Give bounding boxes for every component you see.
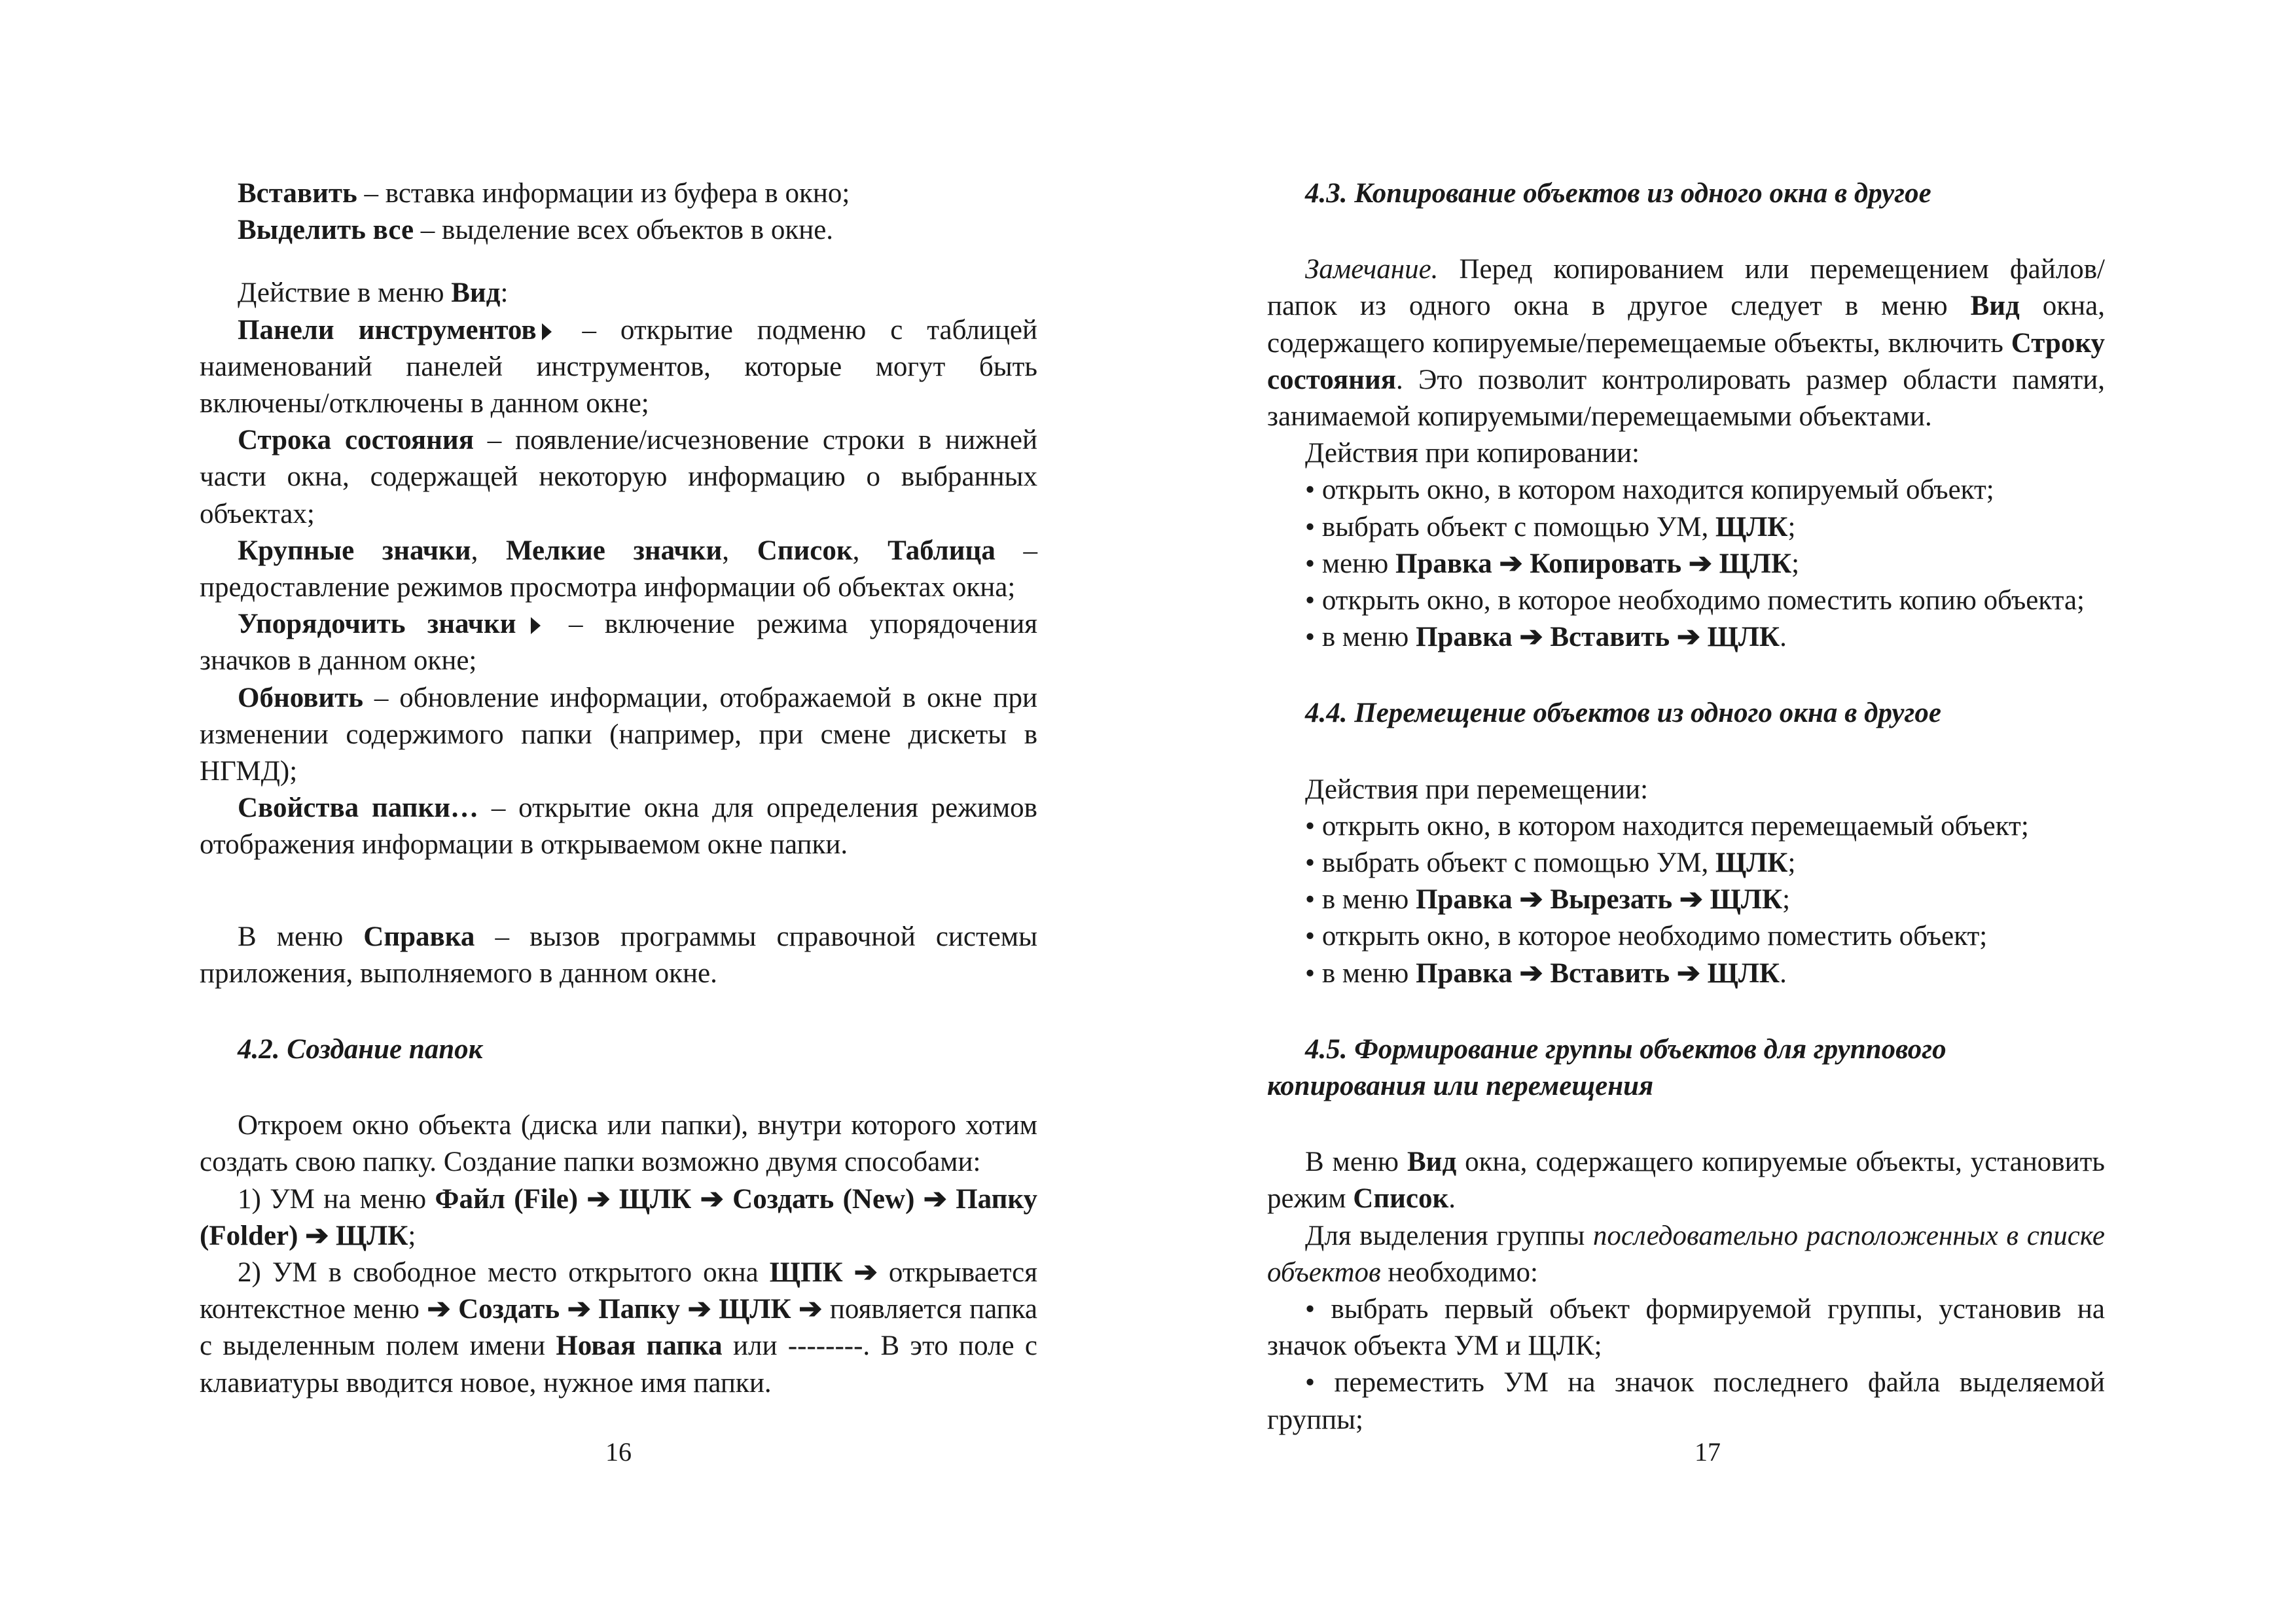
desc: – открытие окна для определения режимов отображения информации в открываемом окне папки. bbox=[200, 793, 1037, 861]
text: ; bbox=[1782, 884, 1791, 916]
list-item bbox=[1267, 882, 2105, 918]
desc: – вставка информации из буфера в окно; bbox=[357, 178, 850, 209]
text: в меню bbox=[1321, 622, 1416, 653]
text: открыть окно, в котором находится перемещаемый объект; bbox=[1321, 810, 2029, 842]
note-paragraph bbox=[1267, 251, 2105, 435]
submenu-arrow-icon bbox=[531, 617, 541, 634]
list-item bbox=[1267, 619, 2105, 656]
list-item bbox=[1267, 808, 2105, 845]
text: выбрать объект с помощью УМ, bbox=[1321, 511, 1716, 543]
item-view-modes bbox=[200, 533, 1037, 606]
arrow-icon: ➔ bbox=[1688, 548, 1712, 579]
create-folder-intro: Откроем окно объекта (диска или папки), внутри которого хотим создать свою папку. Создание папки возможно двумя способами: bbox=[200, 1110, 1037, 1178]
arrow-icon: ➔ bbox=[567, 1294, 591, 1325]
bullet-icon: • bbox=[1305, 474, 1316, 506]
right-column bbox=[1267, 175, 2105, 1438]
desc: – предоставление режимов просмотра информации об объектах окна; bbox=[200, 535, 1038, 603]
list-item bbox=[1267, 546, 2105, 582]
item-folder-options bbox=[200, 790, 1037, 863]
term: ЩЛК bbox=[335, 1220, 408, 1251]
term: ЩЛК bbox=[1710, 884, 1783, 916]
arrow-icon: ➔ bbox=[700, 1183, 724, 1215]
term: ЩЛК bbox=[719, 1294, 791, 1325]
sep: , bbox=[471, 535, 507, 566]
text: . bbox=[1448, 1183, 1456, 1215]
item-toolbars bbox=[200, 312, 1037, 423]
page-right bbox=[1148, 0, 2296, 1623]
text: . bbox=[1780, 957, 1787, 989]
arrow-icon: ➔ bbox=[586, 1183, 611, 1215]
text: в меню bbox=[1321, 884, 1416, 916]
arrow-icon: ➔ bbox=[1679, 884, 1703, 916]
move-actions-intro: Действия при перемещении: bbox=[1305, 774, 1649, 805]
bullet-icon: • bbox=[1305, 810, 1316, 842]
text: или --------. В это поле с клавиатуры вводится новое, нужное имя папки. bbox=[200, 1330, 1037, 1399]
bullet-icon: • bbox=[1305, 1367, 1316, 1399]
text: окна, содержащего копируемые/перемещаемые объекты, включить bbox=[1267, 291, 2105, 359]
item-status-bar bbox=[200, 422, 1037, 533]
text: выбрать первый объект формируемой группы, установив на значок объекта УМ и ЩЛК; bbox=[1267, 1294, 2105, 1362]
term: Выделить все bbox=[238, 215, 414, 246]
desc: – включение режима упорядочения значков в данном окне; bbox=[200, 609, 1037, 677]
text: ; bbox=[1787, 511, 1796, 543]
term: ЩЛК bbox=[1715, 847, 1788, 879]
desc: – появление/исчезновение строки в нижней части окна, содержащей некоторую информацию о выбранных объектах; bbox=[200, 425, 1037, 529]
arrow-icon: ➔ bbox=[1519, 957, 1543, 989]
item-arrange-icons bbox=[200, 606, 1037, 679]
text: : bbox=[500, 277, 509, 309]
arrow-icon: ➔ bbox=[1519, 622, 1543, 653]
left-column bbox=[200, 175, 1037, 1402]
list-mode-paragraph bbox=[1267, 1144, 2105, 1217]
term: Список bbox=[1353, 1183, 1449, 1215]
term: Вид bbox=[1970, 291, 2020, 322]
text: открыть окно, в котором находится копируемый объект; bbox=[1321, 474, 1994, 506]
arrow-icon: ➔ bbox=[1499, 548, 1523, 579]
section-heading-4-5-cont: копирования или перемещения bbox=[1267, 1071, 1654, 1102]
term: Правка bbox=[1416, 957, 1513, 989]
bullet-icon: • bbox=[1305, 511, 1316, 543]
note-label: Замечание. bbox=[1305, 254, 1439, 285]
section-heading-4-4: 4.4. Перемещение объектов из одного окна в другое bbox=[1305, 698, 1941, 729]
method-2 bbox=[200, 1255, 1037, 1402]
method-1 bbox=[200, 1181, 1037, 1255]
text: необходимо: bbox=[1380, 1257, 1538, 1288]
page-number: 17 bbox=[1695, 1437, 1721, 1467]
text: Для выделения группы bbox=[1305, 1220, 1593, 1251]
term: Файл (File) bbox=[435, 1183, 579, 1215]
text: переместить УМ на значок последнего файла выделяемой группы; bbox=[1267, 1367, 2105, 1435]
arrow-icon: ➔ bbox=[853, 1257, 878, 1289]
term: Папку (Folder) bbox=[200, 1183, 1038, 1251]
term: ЩЛК bbox=[1715, 511, 1788, 543]
emphasis: последовательно расположенных в списке объектов bbox=[1267, 1220, 2105, 1288]
arrow-icon: ➔ bbox=[798, 1294, 823, 1325]
text: открыть окно, в которое необходимо поместить объект; bbox=[1321, 921, 1988, 952]
bullet-icon: • bbox=[1305, 548, 1316, 579]
bullet-icon: • bbox=[1305, 1294, 1316, 1325]
section-heading-4-2: 4.2. Создание папок bbox=[238, 1034, 483, 1065]
sep: , bbox=[722, 535, 757, 566]
view-menu-intro bbox=[200, 275, 1037, 312]
term: Правка bbox=[1416, 622, 1513, 653]
term: Вырезать bbox=[1550, 884, 1673, 916]
bullet-icon: • bbox=[1305, 847, 1316, 879]
term: Правка bbox=[1416, 884, 1513, 916]
bullet-icon: • bbox=[1305, 957, 1316, 989]
text: Перед копированием или перемещением файлов/папок из одного окна в другое следует в меню bbox=[1267, 254, 2105, 322]
term: Справка bbox=[363, 921, 475, 952]
text: – вызов программы справочной системы приложения, выполняемого в данном окне. bbox=[200, 921, 1037, 989]
text: ; bbox=[408, 1220, 416, 1251]
item-refresh bbox=[200, 680, 1037, 791]
desc: – открытие подменю с таблицей наименований панелей инструментов, которые могут быть включены/отключены в данном окне; bbox=[200, 314, 1037, 419]
term: Правка bbox=[1395, 548, 1492, 579]
text: . bbox=[1780, 622, 1787, 653]
bullet-icon: • bbox=[1305, 585, 1316, 616]
term: Панели инструментов bbox=[238, 314, 537, 346]
term: Вид bbox=[1407, 1147, 1457, 1178]
term: Упорядочить значки bbox=[238, 609, 516, 640]
list-item bbox=[1267, 509, 2105, 546]
list-item bbox=[1267, 918, 2105, 955]
desc: – выделение всех объектов в окне. bbox=[414, 215, 834, 246]
text: открыть окно, в которое необходимо поместить копию объекта; bbox=[1321, 585, 2085, 616]
term: Строка состояния bbox=[238, 425, 474, 456]
text: ; bbox=[1791, 548, 1800, 579]
sep: , bbox=[852, 535, 888, 566]
arrow-icon: ➔ bbox=[427, 1294, 451, 1325]
list-item bbox=[1267, 845, 2105, 882]
term: ЩЛК bbox=[1719, 548, 1792, 579]
item-paste bbox=[200, 175, 1037, 212]
desc: – обновление информации, отображаемой в окне при изменении содержимого папки (например, при смене дискеты в НГМД); bbox=[200, 682, 1037, 787]
term: Строку состояния bbox=[1267, 327, 2105, 395]
list-item bbox=[1267, 955, 2105, 992]
list-item bbox=[1267, 472, 2105, 508]
term: ЩЛК bbox=[1707, 622, 1780, 653]
arrow-icon: ➔ bbox=[923, 1183, 947, 1215]
term: Вставить bbox=[238, 178, 357, 209]
list-item bbox=[1267, 1291, 2105, 1364]
term: Вид bbox=[451, 277, 501, 309]
arrow-icon: ➔ bbox=[305, 1220, 329, 1251]
section-heading-4-5: 4.5. Формирование группы объектов для группового bbox=[1305, 1033, 1946, 1065]
text: появляется папка с выделенным полем имени bbox=[200, 1294, 1038, 1362]
submenu-arrow-icon bbox=[542, 323, 552, 340]
help-menu-paragraph bbox=[200, 919, 1037, 992]
term: Обновить bbox=[238, 682, 364, 713]
text: меню bbox=[1321, 548, 1395, 579]
term: Создать (New) bbox=[732, 1183, 915, 1215]
term: ЩПК bbox=[769, 1257, 843, 1289]
term: Крупные значки bbox=[238, 535, 471, 566]
arrow-icon: ➔ bbox=[1676, 957, 1700, 989]
term: ЩЛК bbox=[619, 1183, 692, 1215]
term: Создать bbox=[458, 1294, 560, 1325]
bullet-icon: • bbox=[1305, 884, 1316, 916]
term: Копировать bbox=[1530, 548, 1682, 579]
page-number: 16 bbox=[605, 1437, 632, 1467]
term: Таблица bbox=[888, 535, 996, 566]
term: Папку bbox=[598, 1294, 681, 1325]
term: Свойства папки… bbox=[238, 793, 479, 824]
term: ЩЛК bbox=[1707, 957, 1780, 989]
section-heading-4-3: 4.3. Копирование объектов из одного окна в другое bbox=[1305, 178, 1931, 209]
text: В меню bbox=[238, 921, 364, 952]
text: выбрать объект с помощью УМ, bbox=[1321, 847, 1716, 879]
arrow-icon: ➔ bbox=[1519, 884, 1543, 916]
group-select-intro bbox=[1267, 1218, 2105, 1291]
text: окна, содержащего копируемые объекты, установить режим bbox=[1267, 1147, 2105, 1215]
bullet-icon: • bbox=[1305, 622, 1316, 653]
term: Вставить bbox=[1550, 957, 1670, 989]
term: Мелкие значки bbox=[506, 535, 723, 566]
list-item bbox=[1267, 582, 2105, 619]
term: Вставить bbox=[1550, 622, 1670, 653]
text: . Это позволит контролировать размер области памяти, занимаемой копируемыми/перемещаемыми объектами. bbox=[1267, 364, 2105, 433]
copy-actions-intro: Действия при копировании: bbox=[1305, 438, 1640, 469]
text: в меню bbox=[1321, 957, 1416, 989]
text: 1) УМ на меню bbox=[238, 1183, 435, 1215]
text: Действие в меню bbox=[238, 277, 452, 309]
text: В меню bbox=[1305, 1147, 1407, 1178]
arrow-icon: ➔ bbox=[1676, 622, 1700, 653]
text: открывается контекстное меню bbox=[200, 1257, 1038, 1325]
term: Новая папка bbox=[556, 1330, 723, 1362]
item-select-all bbox=[200, 212, 1037, 249]
bullet-icon: • bbox=[1305, 921, 1316, 952]
list-item bbox=[1267, 1364, 2105, 1438]
term: Список bbox=[757, 535, 853, 566]
text: 2) УМ в свободное место открытого окна bbox=[238, 1257, 770, 1289]
arrow-icon: ➔ bbox=[687, 1294, 711, 1325]
text: ; bbox=[1787, 847, 1796, 879]
